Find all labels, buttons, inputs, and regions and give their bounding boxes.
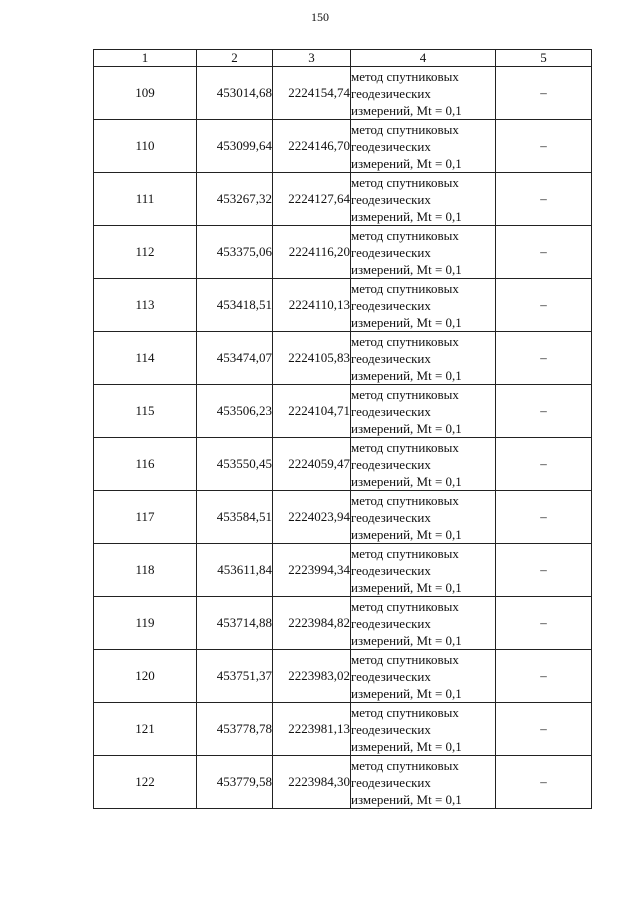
table-row xyxy=(94,120,592,173)
coordinate-y: 2224023,94 xyxy=(273,491,351,544)
method-line: геодезических xyxy=(351,774,431,790)
method-line: геодезических xyxy=(351,191,431,207)
coordinate-x: 453778,78 xyxy=(197,703,273,756)
coordinate-y: 2224154,74 xyxy=(273,67,351,120)
coordinate-y: 2223981,13 xyxy=(273,703,351,756)
coordinate-x: 453014,68 xyxy=(197,67,273,120)
coordinate-y: 2223983,02 xyxy=(273,650,351,703)
method-line: измерений, Mt = 0,1 xyxy=(351,208,462,224)
dash-cell: – xyxy=(496,703,592,756)
table-row xyxy=(94,491,592,544)
method-line: метод спутниковых xyxy=(351,598,459,614)
table-row xyxy=(94,226,592,279)
method-line: геодезических xyxy=(351,721,431,737)
point-number: 109 xyxy=(94,67,197,120)
method-line: измерений, Mt = 0,1 xyxy=(351,367,462,383)
method-line: геодезических xyxy=(351,297,431,313)
method-cell xyxy=(351,438,496,491)
method-line: геодезических xyxy=(351,509,431,525)
coordinate-y: 2224146,70 xyxy=(273,120,351,173)
method-line: метод спутниковых xyxy=(351,227,459,243)
coordinate-y: 2224127,64 xyxy=(273,173,351,226)
method-cell xyxy=(351,332,496,385)
method-line: измерений, Mt = 0,1 xyxy=(351,261,462,277)
method-cell xyxy=(351,279,496,332)
method-line: метод спутниковых xyxy=(351,280,459,296)
table-row xyxy=(94,438,592,491)
method-line: геодезических xyxy=(351,85,431,101)
method-line: метод спутниковых xyxy=(351,492,459,508)
method-line: измерений, Mt = 0,1 xyxy=(351,102,462,118)
method-line: измерений, Mt = 0,1 xyxy=(351,420,462,436)
coordinate-x: 453779,58 xyxy=(197,756,273,809)
coordinate-y: 2224110,13 xyxy=(273,279,351,332)
method-line: измерений, Mt = 0,1 xyxy=(351,314,462,330)
point-number: 116 xyxy=(94,438,197,491)
dash-cell: – xyxy=(496,438,592,491)
method-cell xyxy=(351,703,496,756)
column-header: 1 xyxy=(94,50,197,67)
coordinate-x: 453714,88 xyxy=(197,597,273,650)
method-line: метод спутниковых xyxy=(351,121,459,137)
coordinate-x: 453418,51 xyxy=(197,279,273,332)
coordinate-x: 453584,51 xyxy=(197,491,273,544)
method-line: измерений, Mt = 0,1 xyxy=(351,526,462,542)
column-header: 5 xyxy=(496,50,592,67)
method-line: геодезических xyxy=(351,456,431,472)
point-number: 120 xyxy=(94,650,197,703)
dash-cell: – xyxy=(496,756,592,809)
method-line: геодезических xyxy=(351,350,431,366)
coordinate-y: 2223994,34 xyxy=(273,544,351,597)
coordinate-y: 2223984,82 xyxy=(273,597,351,650)
method-line: измерений, Mt = 0,1 xyxy=(351,579,462,595)
table-row xyxy=(94,544,592,597)
dash-cell: – xyxy=(496,226,592,279)
method-line: метод спутниковых xyxy=(351,386,459,402)
method-line: геодезических xyxy=(351,403,431,419)
coordinate-y: 2224105,83 xyxy=(273,332,351,385)
table-row xyxy=(94,173,592,226)
method-cell xyxy=(351,544,496,597)
method-line: измерений, Mt = 0,1 xyxy=(351,155,462,171)
table-row xyxy=(94,650,592,703)
method-line: метод спутниковых xyxy=(351,439,459,455)
coordinate-y: 2224104,71 xyxy=(273,385,351,438)
table-row xyxy=(94,332,592,385)
table-row xyxy=(94,67,592,120)
dash-cell: – xyxy=(496,120,592,173)
coordinate-x: 453550,45 xyxy=(197,438,273,491)
method-cell xyxy=(351,120,496,173)
method-line: геодезических xyxy=(351,668,431,684)
method-cell xyxy=(351,385,496,438)
method-line: метод спутниковых xyxy=(351,704,459,720)
method-line: измерений, Mt = 0,1 xyxy=(351,473,462,489)
point-number: 114 xyxy=(94,332,197,385)
method-line: измерений, Mt = 0,1 xyxy=(351,685,462,701)
column-header: 4 xyxy=(351,50,496,67)
point-number: 119 xyxy=(94,597,197,650)
column-header: 2 xyxy=(197,50,273,67)
dash-cell: – xyxy=(496,650,592,703)
point-number: 113 xyxy=(94,279,197,332)
dash-cell: – xyxy=(496,385,592,438)
method-line: метод спутниковых xyxy=(351,651,459,667)
coordinate-x: 453751,37 xyxy=(197,650,273,703)
coordinate-x: 453474,07 xyxy=(197,332,273,385)
method-line: метод спутниковых xyxy=(351,333,459,349)
point-number: 122 xyxy=(94,756,197,809)
method-cell xyxy=(351,597,496,650)
coordinate-x: 453099,64 xyxy=(197,120,273,173)
coordinate-x: 453267,32 xyxy=(197,173,273,226)
table-header-row xyxy=(94,50,592,67)
method-line: геодезических xyxy=(351,562,431,578)
table-row xyxy=(94,279,592,332)
method-line: метод спутниковых xyxy=(351,545,459,561)
method-cell xyxy=(351,491,496,544)
method-line: измерений, Mt = 0,1 xyxy=(351,632,462,648)
method-line: измерений, Mt = 0,1 xyxy=(351,738,462,754)
point-number: 111 xyxy=(94,173,197,226)
method-cell xyxy=(351,226,496,279)
table-row xyxy=(94,703,592,756)
method-line: метод спутниковых xyxy=(351,68,459,84)
point-number: 121 xyxy=(94,703,197,756)
point-number: 110 xyxy=(94,120,197,173)
coordinates-table xyxy=(93,49,592,809)
dash-cell: – xyxy=(496,597,592,650)
point-number: 118 xyxy=(94,544,197,597)
point-number: 115 xyxy=(94,385,197,438)
dash-cell: – xyxy=(496,67,592,120)
coordinate-x: 453506,23 xyxy=(197,385,273,438)
dash-cell: – xyxy=(496,279,592,332)
coordinate-y: 2223984,30 xyxy=(273,756,351,809)
table-row xyxy=(94,756,592,809)
point-number: 112 xyxy=(94,226,197,279)
method-cell xyxy=(351,173,496,226)
table-row xyxy=(94,597,592,650)
table-row xyxy=(94,385,592,438)
dash-cell: – xyxy=(496,544,592,597)
coordinate-x: 453611,84 xyxy=(197,544,273,597)
method-line: метод спутниковых xyxy=(351,757,459,773)
coordinate-x: 453375,06 xyxy=(197,226,273,279)
method-line: измерений, Mt = 0,1 xyxy=(351,791,462,807)
method-line: геодезических xyxy=(351,244,431,260)
dash-cell: – xyxy=(496,491,592,544)
dash-cell: – xyxy=(496,173,592,226)
coordinate-y: 2224059,47 xyxy=(273,438,351,491)
method-line: геодезических xyxy=(351,615,431,631)
method-line: метод спутниковых xyxy=(351,174,459,190)
method-cell xyxy=(351,67,496,120)
method-cell xyxy=(351,756,496,809)
coordinate-y: 2224116,20 xyxy=(273,226,351,279)
method-line: геодезических xyxy=(351,138,431,154)
dash-cell: – xyxy=(496,332,592,385)
column-header: 3 xyxy=(273,50,351,67)
point-number: 117 xyxy=(94,491,197,544)
page-number: 150 xyxy=(311,10,329,24)
method-cell xyxy=(351,650,496,703)
